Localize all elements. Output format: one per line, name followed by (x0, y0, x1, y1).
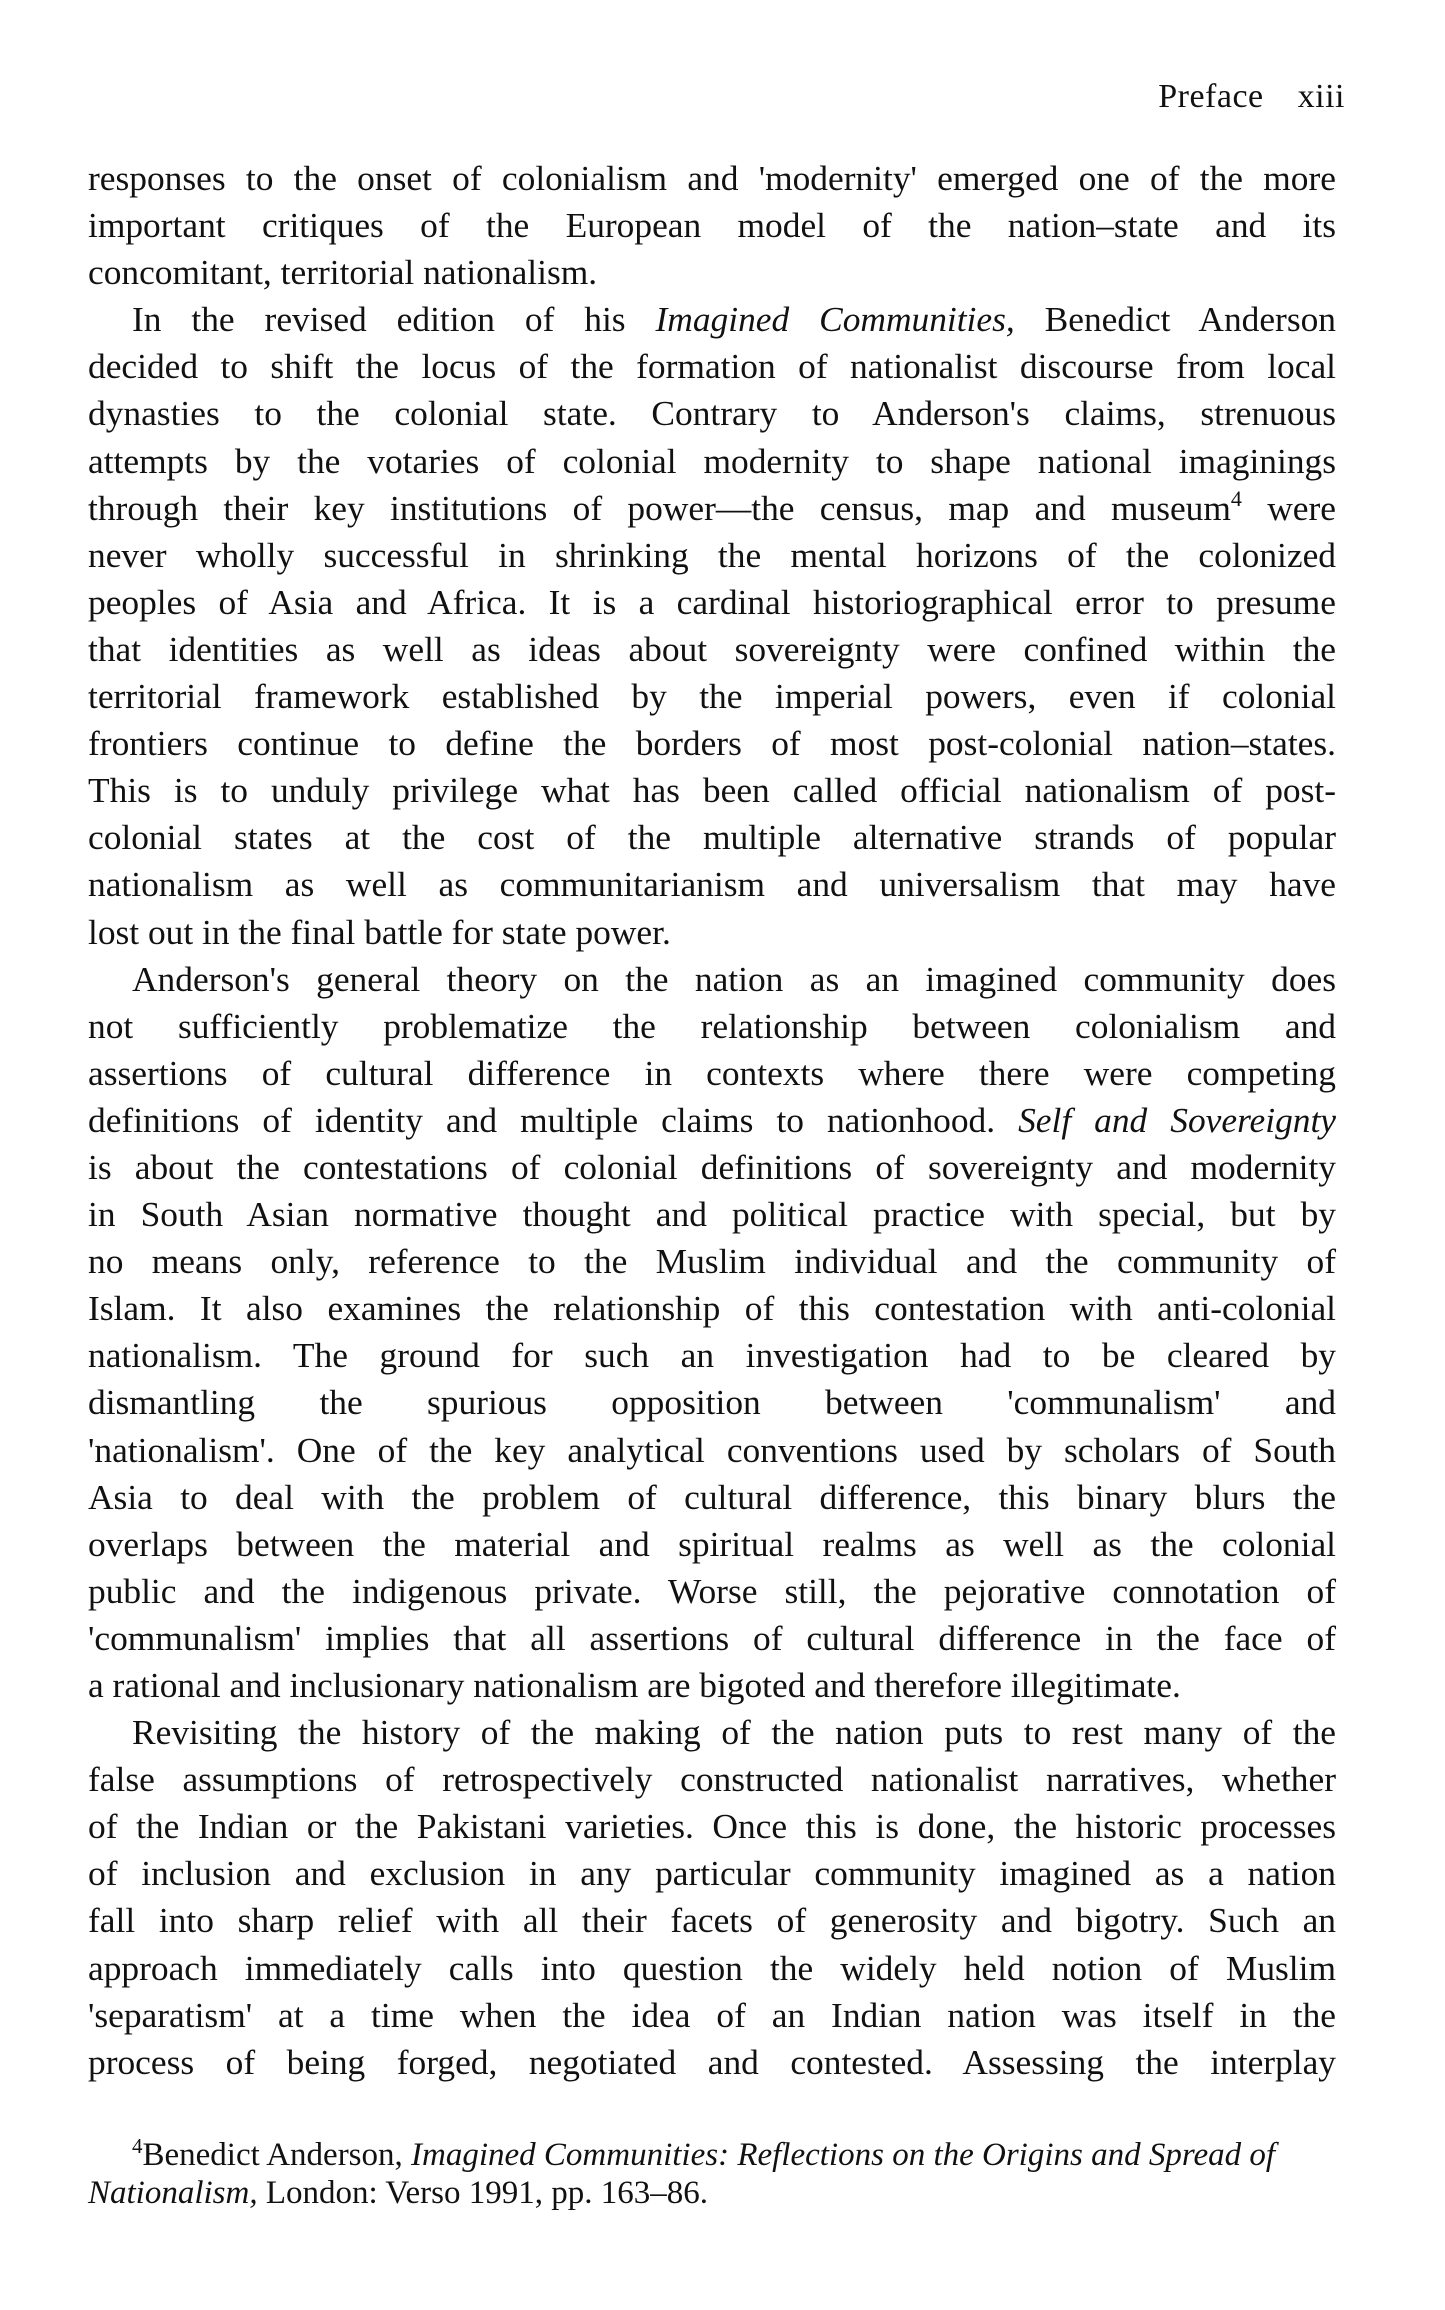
text-line: responses to the onset of colonialism and 'modernity' emerged one of the more (88, 158, 1336, 198)
footnote-author: Benedict Anderson, (142, 2137, 412, 2173)
footnote-reference: 4 (1230, 485, 1242, 511)
footnote-line (88, 2170, 1336, 2217)
text-line: assertions of cultural difference in contexts where there were competing (88, 1052, 1336, 1093)
text-line: 'communalism' implies that all assertions of cultural difference in the face of (88, 1617, 1336, 1658)
text-line: peoples of Asia and Africa. It is a cardinal historiographical error to presume (88, 581, 1336, 622)
text-line: dismantling the spurious opposition between 'communalism' and (88, 1382, 1336, 1423)
text-line: that identities as well as ideas about sovereignty were confined within the (88, 628, 1336, 669)
text-line: fall into sharp relief with all their facets of generosity and bigotry. Such an (88, 1900, 1336, 1941)
text-line: dynasties to the colonial state. Contrary to Anderson's claims, strenuous (88, 393, 1336, 434)
text-line: Islam. It also examines the relationship of this contestation with anti-colonial (88, 1288, 1336, 1329)
text-line: approach immediately calls into question the widely held notion of Muslim (88, 1947, 1336, 1988)
text-line: public and the indigenous private. Worse still, the pejorative connotation of (88, 1570, 1336, 1611)
text-line: concomitant, territorial nationalism. (88, 252, 598, 293)
text-run: through their key institutions of power—the census, map and museum (88, 487, 1231, 528)
footnote-line (88, 2123, 1336, 2173)
text-line: nationalism as well as communitarianism and universalism that may have (88, 864, 1336, 905)
text-line: of inclusion and exclusion in any particular community imagined as a nation (88, 1853, 1336, 1894)
text-line: false assumptions of retrospectively constructed nationalist narratives, whether (88, 1759, 1336, 1800)
text-line: decided to shift the locus of the formation of nationalist discourse from local (88, 346, 1336, 387)
footnote-marker: 4 (132, 2134, 143, 2158)
text-line: territorial framework established by the imperial powers, even if colonial (88, 676, 1336, 717)
text-line: attempts by the votaries of colonial modernity to shape national imaginings (88, 440, 1336, 481)
text-line: 'nationalism'. One of the key analytical conventions used by scholars of South (88, 1429, 1336, 1470)
text-run: were (1241, 487, 1336, 528)
text-line: overlaps between the material and spiritual realms as well as the colonial (88, 1523, 1336, 1564)
text-line: of the Indian or the Pakistani varieties. Once this is done, the historic processes (88, 1806, 1336, 1847)
body-text (88, 155, 1336, 2086)
text-line: nationalism. The ground for such an investigation had to be cleared by (88, 1335, 1336, 1376)
footnote-title: Nationalism, (88, 2175, 258, 2211)
footnote-title: Imagined Communities: Reflections on the Origins and Spread of (411, 2137, 1276, 2173)
text-run: Benedict Anderson (1014, 299, 1336, 340)
text-line: not sufficiently problematize the relationship between colonialism and (88, 1005, 1336, 1046)
footnote (88, 2123, 1336, 2217)
text-line: Asia to deal with the problem of cultural difference, this binary blurs the (88, 1476, 1336, 1517)
text-line: lost out in the final battle for state power. (88, 911, 671, 952)
text-line: This is to unduly privilege what has been called official nationalism of post- (88, 770, 1336, 811)
text-line: 'separatism' at a time when the idea of an Indian nation was itself in the (88, 1994, 1336, 2035)
text-line: colonial states at the cost of the multiple alternative strands of popular (88, 817, 1336, 858)
book-title: Imagined Communities, (655, 299, 1015, 340)
running-head (1100, 78, 1345, 116)
page-number: xiii (1297, 78, 1345, 115)
footnote-publication: London: Verso 1991, pp. 163–86. (257, 2175, 708, 2211)
text-line: in South Asian normative thought and political practice with special, but by (88, 1194, 1336, 1235)
text-line: important critiques of the European model of the nation–state and its (88, 205, 1336, 246)
book-title: Self and Sovereignty (1018, 1099, 1336, 1140)
text-line: Revisiting the history of the making of the nation puts to rest many of the (132, 1712, 1336, 1753)
text-run: definitions of identity and multiple claims to nationhood. (88, 1099, 1019, 1140)
text-line (88, 296, 1336, 343)
text-line: Anderson's general theory on the nation as an imagined community does (132, 958, 1336, 999)
text-line: frontiers continue to define the borders of most post-colonial nation–states. (88, 723, 1336, 764)
text-line (88, 485, 1336, 532)
text-run: In the revised edition of his (132, 299, 656, 340)
text-line: never wholly successful in shrinking the mental horizons of the colonized (88, 534, 1336, 575)
section-title: Preface (1158, 78, 1264, 115)
text-line: is about the contestations of colonial definitions of sovereignty and modernity (88, 1146, 1336, 1187)
text-line: a rational and inclusionary nationalism are bigoted and therefore illegitimate. (88, 1665, 1181, 1705)
text-line (88, 1097, 1336, 1144)
text-line: process of being forged, negotiated and contested. Assessing the interplay (88, 2041, 1336, 2082)
text-line: no means only, reference to the Muslim individual and the community of (88, 1241, 1336, 1282)
